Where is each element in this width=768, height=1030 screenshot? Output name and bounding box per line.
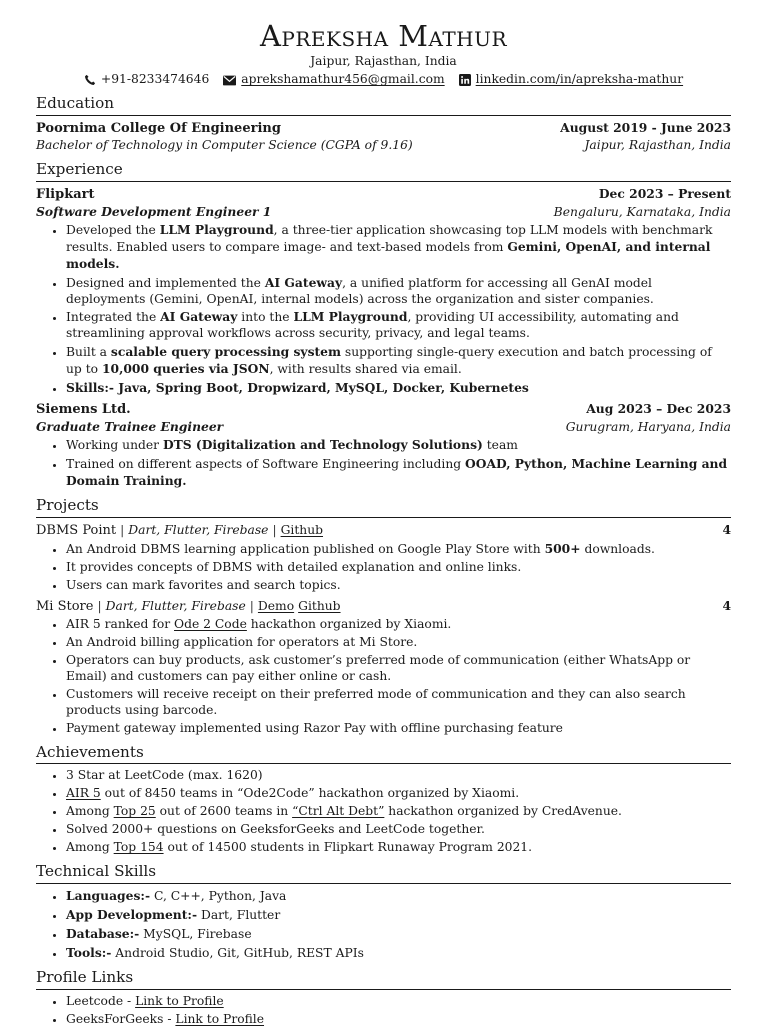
emphasis-text: LLM Playground xyxy=(293,309,408,325)
bullet-text: into the xyxy=(237,310,294,325)
bullet-text: supporting single-query execution and batch processing of up to xyxy=(66,345,712,377)
email-link[interactable]: aprekshamathur456@gmail.com xyxy=(241,72,445,87)
profile-links-list xyxy=(36,994,731,1028)
candidate-location: Jaipur, Rajasthan, India xyxy=(310,54,457,69)
education-location: Jaipur, Rajasthan, India xyxy=(584,137,731,152)
skill-label: Languages:- xyxy=(66,888,151,904)
linkedin-contact[interactable] xyxy=(459,72,683,88)
phone-contact[interactable] xyxy=(84,72,209,88)
separator: | xyxy=(97,598,102,613)
emphasis-text: Gemini, OpenAI, and internal models. xyxy=(66,238,711,271)
separator: | xyxy=(249,598,254,613)
job-location: Gurugram, Haryana, India xyxy=(565,420,731,435)
skills-heading: Technical Skills xyxy=(36,862,731,884)
achievement-text: Among xyxy=(66,840,114,855)
separator: | xyxy=(272,522,277,537)
education-entry xyxy=(36,120,731,154)
project-entry xyxy=(36,598,731,737)
job-role: Graduate Trainee Engineer xyxy=(36,419,224,435)
achievement-text: Solved 2000+ questions on GeeksforGeeks and LeetCode together. xyxy=(66,822,485,837)
bullet-text: , with results shared via email. xyxy=(269,362,462,377)
bullet-text: Customers will receive receipt on their preferred mode of communication and they can also search products using barcode. xyxy=(66,686,686,717)
project-name: DBMS Point xyxy=(36,522,117,538)
emphasis-text: DTS (Digitalization and Technology Solutions) xyxy=(162,437,483,453)
bullet-text: team xyxy=(482,438,518,453)
job-role: Software Development Engineer 1 xyxy=(36,203,272,219)
project-header xyxy=(36,599,341,616)
education-heading: Education xyxy=(36,94,731,116)
achievement-link[interactable]: Top 154 xyxy=(113,840,164,855)
bullet-text: AIR 5 ranked for xyxy=(66,616,175,631)
achievement-text: out of 14500 students in Flipkart Runaway Program 2021. xyxy=(163,840,533,855)
phone-number: +91-8233474646 xyxy=(100,72,210,87)
project-bullet xyxy=(66,635,731,651)
bullet-text: hackathon organized by Xiaomi. xyxy=(246,616,452,631)
achievement-link[interactable]: “Ctrl Alt Debt” xyxy=(292,804,385,819)
skill-label: Tools:- xyxy=(66,944,112,960)
email-contact[interactable] xyxy=(223,72,444,88)
achievement-item xyxy=(66,804,731,820)
education-dates: August 2019 - June 2023 xyxy=(560,120,731,136)
bullet-text: downloads. xyxy=(580,541,655,556)
achievement-item xyxy=(66,768,731,784)
achievement-text: Among xyxy=(66,804,114,819)
project-name: Mi Store xyxy=(36,598,94,614)
project-bullet xyxy=(66,687,731,719)
project-bullet xyxy=(66,541,731,558)
job-bullet xyxy=(66,275,731,308)
experience-heading: Experience xyxy=(36,160,731,182)
project-count: 4 xyxy=(722,521,731,537)
bullet-text: Users can mark favorites and search topics. xyxy=(66,577,341,592)
profile-link-label: GeeksForGeeks - xyxy=(66,1011,176,1026)
achievements-list xyxy=(36,768,731,856)
bullet-text: Working under xyxy=(66,438,163,453)
job-location: Bengaluru, Karnataka, India xyxy=(553,204,731,219)
project-bullet xyxy=(66,560,731,576)
emphasis-text: OOAD, Python, Machine Learning and Domain Training. xyxy=(66,456,728,489)
emphasis-text[interactable]: Ode 2 Code xyxy=(174,616,247,631)
projects-heading: Projects xyxy=(36,496,731,518)
profile-link[interactable]: Link to Profile xyxy=(135,993,224,1008)
skill-item xyxy=(66,907,731,924)
experience-list xyxy=(36,186,731,491)
bullet-text: Developed the xyxy=(66,222,160,237)
project-link-github[interactable]: Github xyxy=(298,598,341,613)
skill-label: App Development:- xyxy=(66,907,198,923)
job-bullet xyxy=(66,437,731,454)
achievement-text: hackathon organized by CredAvenue. xyxy=(384,804,622,819)
skill-label: Database:- xyxy=(66,926,140,941)
skill-value: MySQL, Firebase xyxy=(139,927,252,941)
bullet-text: Integrated the xyxy=(66,310,161,325)
projects-list xyxy=(36,522,731,737)
bullet-text: Operators can buy products, ask customer’s preferred mode of communication (either WhatsApp or Email) and customers can pay either online or cash. xyxy=(66,652,691,683)
bullet-text: , a three-tier application showcasing top LLM models with benchmark results. Enabled users to compare image- and text-based models from xyxy=(66,222,713,254)
project-tech: Dart, Flutter, Firebase xyxy=(105,598,246,613)
job-entry xyxy=(36,186,731,398)
achievement-item xyxy=(66,840,731,856)
linkedin-icon xyxy=(459,74,471,86)
job-dates: Aug 2023 – Dec 2023 xyxy=(586,401,731,417)
emphasis-text: Skills:- Java, Spring Boot, Dropwizard, MySQL, Docker, Kubernetes xyxy=(66,380,529,396)
profile-link[interactable]: Link to Profile xyxy=(175,1011,265,1026)
skill-value: C, C++, Python, Java xyxy=(150,889,287,904)
achievement-item xyxy=(66,822,731,838)
project-tech: Dart, Flutter, Firebase xyxy=(128,522,269,537)
job-dates: Dec 2023 – Present xyxy=(598,185,731,201)
achievement-text: out of 2600 teams in xyxy=(155,804,293,819)
job-bullet xyxy=(66,309,731,342)
job-bullet xyxy=(66,456,731,490)
job-bullets xyxy=(36,437,731,490)
job-bullet xyxy=(66,344,731,378)
emphasis-text: AI Gateway xyxy=(160,309,238,325)
project-link-demo[interactable]: Demo xyxy=(257,598,295,613)
phone-icon xyxy=(84,74,96,86)
project-entry xyxy=(36,522,731,594)
skill-value: Dart, Flutter xyxy=(197,908,281,923)
bullet-text: , a unified platform for accessing all GenAI model deployments (Gemini, OpenAI, internal models) across the organization and sister companies. xyxy=(66,275,654,306)
skill-item xyxy=(66,945,731,962)
project-bullet xyxy=(66,721,731,737)
skill-value: Android Studio, Git, GitHub, REST APIs xyxy=(111,945,364,960)
company-name: Flipkart xyxy=(36,186,95,202)
skill-item xyxy=(66,926,731,943)
project-bullet xyxy=(66,653,731,685)
emphasis-text: LLM Playground xyxy=(159,221,274,237)
separator: | xyxy=(120,522,125,537)
emphasis-text: 500+ xyxy=(544,540,581,556)
project-header xyxy=(36,523,323,540)
emphasis-text: AI Gateway xyxy=(264,274,343,290)
profile-link-item xyxy=(66,1012,731,1028)
job-bullet xyxy=(66,380,731,397)
bullet-text: , providing UI accessibility, automating and streamlining approval workflows across security, privacy, and legal teams. xyxy=(66,310,679,341)
degree: Bachelor of Technology in Computer Science (CGPA of 9.16) xyxy=(36,137,413,152)
bullet-text: An Android billing application for operators at Mi Store. xyxy=(66,634,418,649)
profile-link-item xyxy=(66,994,731,1010)
project-bullet xyxy=(66,578,731,594)
company-name: Siemens Ltd. xyxy=(36,402,131,418)
emphasis-text: scalable query processing system xyxy=(110,344,342,360)
contact-row xyxy=(36,72,731,88)
emphasis-text: 10,000 queries via JSON xyxy=(101,361,270,377)
achievement-link[interactable]: AIR 5 xyxy=(66,786,101,801)
achievement-text: out of 8450 teams in “Ode2Code” hackathon organized by Xiaomi. xyxy=(100,786,520,801)
project-link-github[interactable]: Github xyxy=(280,522,324,537)
job-entry xyxy=(36,401,731,490)
job-bullet xyxy=(66,222,731,273)
project-bullet xyxy=(66,617,731,633)
bullet-text: Designed and implemented the xyxy=(66,275,265,290)
achievement-item xyxy=(66,786,731,802)
bullet-text: Built a xyxy=(66,345,111,360)
bullet-text: An Android DBMS learning application published on Google Play Store with xyxy=(66,541,545,556)
bullet-text: Trained on different aspects of Software Engineering including xyxy=(66,457,466,472)
bullet-text: Payment gateway implemented using Razor Pay with offline purchasing feature xyxy=(66,720,563,735)
skill-item xyxy=(66,888,731,905)
project-count: 4 xyxy=(722,597,731,613)
email-icon xyxy=(223,75,236,86)
skills-list xyxy=(36,888,731,962)
achievement-link[interactable]: Top 25 xyxy=(113,804,156,819)
job-bullets xyxy=(36,222,731,398)
profile-links-heading: Profile Links xyxy=(36,968,731,990)
project-bullets xyxy=(36,617,731,737)
profile-link-label: Leetcode - xyxy=(66,993,136,1008)
resume-page xyxy=(36,0,731,1030)
achievement-text: 3 Star at LeetCode (max. 1620) xyxy=(66,768,263,783)
achievements-heading: Achievements xyxy=(36,743,731,765)
linkedin-link[interactable]: linkedin.com/in/apreksha-mathur xyxy=(475,72,684,87)
candidate-name: Apreksha Mathur xyxy=(259,19,508,53)
school-name: Poornima College Of Engineering xyxy=(36,121,281,137)
project-bullets xyxy=(36,541,731,594)
bullet-text: It provides concepts of DBMS with detailed explanation and online links. xyxy=(66,559,522,574)
